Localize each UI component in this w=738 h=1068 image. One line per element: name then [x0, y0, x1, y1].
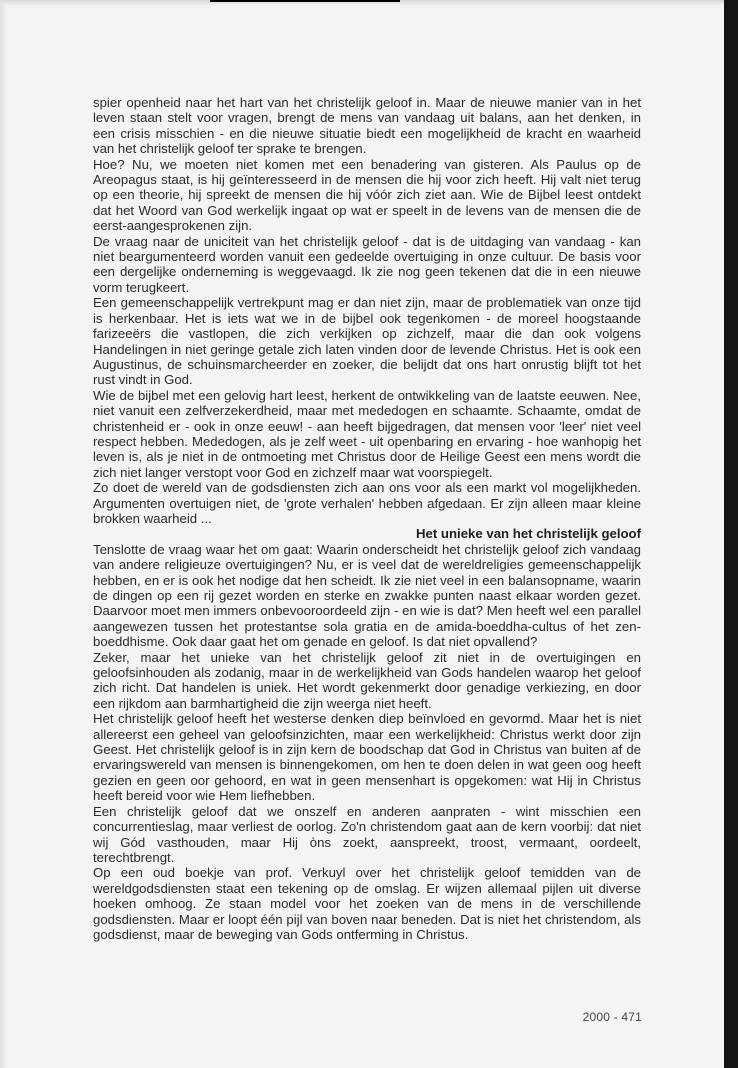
paragraph-2: Hoe? Nu, we moeten niet komen met een benadering van gisteren. Als Paulus op de Areopagus staat, is hij geïnteresseerd in de mensen die hij voor zich heeft. Hij valt niet terug op een theorie, hij spreekt de mensen die hij vóór zich ziet aan. Wie de Bijbel leest ontdekt dat het Woord van God werkelijk ingaat op wat er speelt in de levens van de mensen die de eerst-aangesprokenen zijn.: [93, 156, 641, 234]
paragraph-7: Tenslotte de vraag waar het om gaat: Waarin onderscheidt het christelijk geloof zich vandaag van andere religieuze overtuigingen? Nu, er is veel dat de wereldreligies gemeenschappelijk hebben, en er is ook het nodige dat hen scheidt. Ik zie niet veel in een balansopname, waarin de dingen op een rij gezet worden en sterke en zwakke punten naast elkaar worden gezet. Daarvoor moet men immers onbevooroordeeld zijn - en wie is dat? Men heeft wel een parallel aangewezen tussen het protestantse sola gratia en de amida-boeddha-cultus of het zen-boeddhisme. Ook daar gaat het om genade en geloof. Is dat niet opvallend?: [93, 541, 641, 650]
paragraph-10: Een christelijk geloof dat we onszelf en anderen aanpraten - wint misschien een concurrentieslag, maar verliest de oorlog. Zo'n christendom gaat aan de kern voorbij: dat niet wij Gód vasthouden, maar Hij òns zoekt, aanspreekt, troost, vermaant, oordeelt, terechtbrengt.: [93, 803, 641, 865]
section-heading: Het unieke van het christelijk geloof: [416, 526, 641, 542]
paragraph-4: Een gemeenschappelijk vertrekpunt mag er dan niet zijn, maar de problematiek van onze tijd is herkenbaar. Het is iets wat we in de bijbel ook tegenkomen - de moreel hoogstaande farizeeërs die vastlopen, die zich verkijken op zichzelf, maar die dan ook volgens Handelingen in niet geringe getale zich laten vinden door de levende Christus. Het is ook een Augustinus, de schuinsmarcheerder en zoeker, die belijdt dat ons hart onrustig blijft tot het rust vindt in God.: [93, 295, 641, 388]
page-number: 2000 - 471: [582, 1010, 642, 1024]
paragraph-6: Zo doet de wereld van de godsdiensten zich aan ons voor als een markt vol mogelijkheden. Argumenten overtuigen niet, de 'grote verhalen' hebben afgedaan. Er zijn alleen maar kleine brokken waarheid ...: [93, 480, 641, 526]
top-scan-mark: [210, 0, 400, 2]
paragraph-8: Zeker, maar het unieke van het christelijk geloof zit niet in de overtuigingen en geloofsinhouden als zodanig, maar in de werkelijkheid van Gods handelen waarop het geloof zich richt. Dat handelen is uniek. Het wordt gekenmerkt door genadige verkiezing, en door een rijkdom aan barmhartigheid die zijn weerga niet heeft.: [93, 649, 641, 711]
paragraph-11: Op een oud boekje van prof. Verkuyl over het christelijk geloof temidden van de wereldgodsdiensten staat een tekening op de omslag. Er wijzen allemaal pijlen uit diverse hoeken omhoog. Ze staan model voor het zoeken van de mens in de verschillende godsdiensten. Maar er loopt één pijl van boven naar beneden. Dat is niet het christendom, als godsdienst, maar de beweging van Gods ontferming in Christus.: [93, 865, 641, 942]
paragraph-3: De vraag naar de uniciteit van het christelijk geloof - dat is de uitdaging van vandaag - kan niet beargumenteerd worden vanuit een gedeelde overtuiging in onze cultuur. De basis voor een dergelijke onderneming is weggevaagd. Ik zie nog geen tekenen dat die in een nieuwe vorm terugkeert.: [93, 233, 641, 295]
right-scan-edge: [724, 0, 738, 1068]
article-body: [93, 95, 641, 942]
paragraph-1: spier openheid naar het hart van het christelijk geloof in. Maar de nieuwe manier van in het leven staan stelt voor vragen, brengt de mens van vandaag uit balans, aan het denken, in een crisis misschien - en die nieuwe situatie biedt een mogelijkheid de kracht en waarheid van het christelijk geloof ter sprake te brengen.: [93, 95, 641, 157]
left-scan-shade: [0, 0, 8, 1068]
paragraph-9: Het christelijk geloof heeft het westerse denken diep beïnvloed en gevormd. Maar het is niet allereerst een geheel van geloofsinzichten, maar een werkelijkheid: Christus werkt door zijn Geest. Het christelijk geloof is in zijn kern de boodschap dat God in Christus van buiten af de ervaringswereld van mensen is binnengekomen, om hen te doen delen in wat geen oog heeft gezien en geen oor gehoord, en wat in geen mensenhart is opgekomen: wat Hij in Christus heeft bereid voor wie Hem liefhebben.: [93, 711, 641, 804]
paragraph-5: Wie de bijbel met een gelovig hart leest, herkent de ontwikkeling van de laatste eeuwen. Nee, niet vanuit een zelfverzekerdheid, maar met mededogen en schaamte. Schaamte, omdat de christenheid er - ook in onze eeuw! - aan heeft bijgedragen, dat mensen voor 'leer' niet veel respect hebben. Mededogen, als je zelf weet - uit openbaring en ervaring - hoe wanhopig het leven is, als je niet in de ontmoeting met Christus door de Heilige Geest een mens wordt die zich niet langer verstopt voor God en zichzelf maar wat voorspiegelt.: [93, 387, 641, 480]
